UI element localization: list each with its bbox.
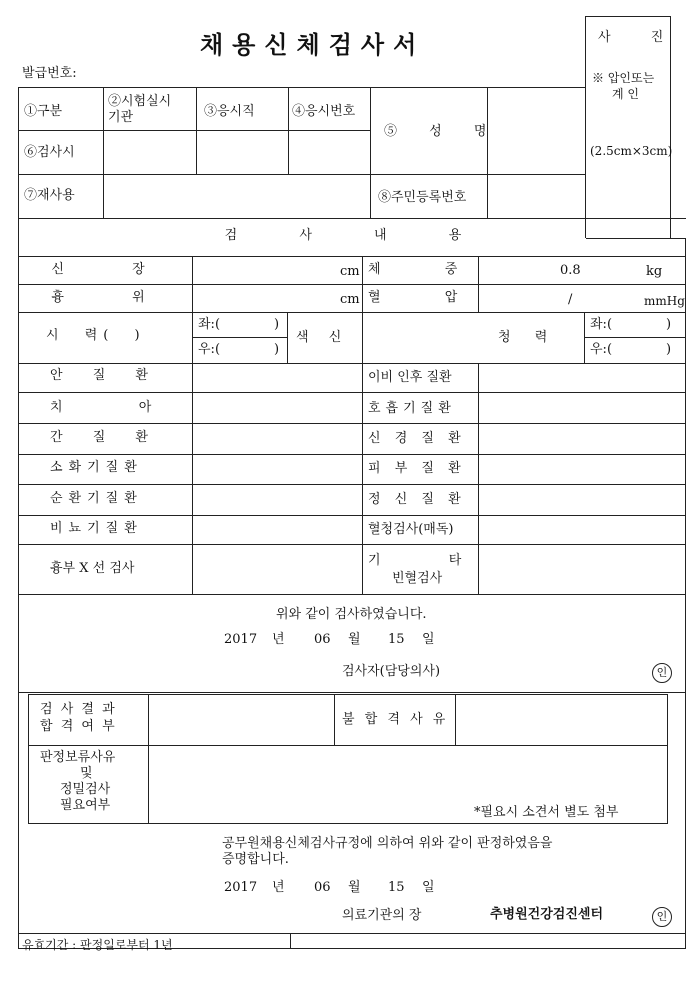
photo-size: (2.5cm×3cm) xyxy=(590,144,673,158)
field-exam-date: ⑥검사시 xyxy=(24,145,75,160)
hearing-left-close: ) xyxy=(666,317,672,332)
photo-note-line1: ※ 압인또는 xyxy=(592,71,655,85)
disease-respiratory: 호흡기질환 xyxy=(368,401,456,416)
date1-month-unit: 월 xyxy=(348,632,361,647)
vision-right-label: 우:( xyxy=(198,342,221,357)
field-position: ③응시직 xyxy=(204,104,255,119)
disease-nervous: 신 경 질 환 xyxy=(368,431,464,446)
field-name: ⑤ 성 명 xyxy=(384,124,487,139)
weight-unit: kg xyxy=(646,264,663,279)
chest-label: 흉 위 xyxy=(51,290,159,305)
date2-month-unit: 월 xyxy=(348,880,361,895)
judgment-line2: 증명합니다. xyxy=(222,852,289,867)
judgment-line1: 공무원채용신체검사규정에 의하여 위와 같이 판정하였음을 xyxy=(222,836,553,851)
field-institution-line2: 기관 xyxy=(108,110,134,125)
date2-month: 06 xyxy=(314,880,331,895)
serum-test: 혈청검사(매독) xyxy=(368,522,454,537)
pass-label-line1: 검 사 결 과 xyxy=(40,702,117,717)
disease-ent: 이비 인후 질환 xyxy=(368,370,452,385)
hearing-left-label: 좌:( xyxy=(590,317,613,332)
institution-name: 추병원건강검진센터 xyxy=(490,907,604,922)
field-category: ①구분 xyxy=(24,104,63,119)
height-unit: cm xyxy=(340,264,360,279)
attachment-note: *필요시 소견서 별도 첨부 xyxy=(474,805,619,820)
disease-skin: 피 부 질 환 xyxy=(368,461,464,476)
hearing-label: 청 력 xyxy=(498,330,548,345)
institution-seal: 인 xyxy=(652,907,672,927)
chest-unit: cm xyxy=(340,292,360,307)
date2-year: 2017 xyxy=(224,880,258,895)
disease-eye: 안 질 환 xyxy=(50,368,154,383)
anemia-test: 빈혈검사 xyxy=(392,571,443,586)
hearing-right-label: 우:( xyxy=(590,342,613,357)
weight-label: 체 중 xyxy=(368,262,458,277)
hearing-right-close: ) xyxy=(666,342,672,357)
bp-separator: / xyxy=(568,292,573,307)
vision-right-close: ) xyxy=(274,342,280,357)
chest-xray: 흉부 X 선 검사 xyxy=(50,561,135,576)
field-resident-number: ⑧주민등록번호 xyxy=(378,190,467,205)
disease-circulatory: 순환기질환 xyxy=(50,491,143,506)
date2-year-unit: 년 xyxy=(272,880,285,895)
field-exam-number: ④응시번호 xyxy=(292,104,356,119)
hold-label-line4: 필요여부 xyxy=(60,798,111,813)
date2-day: 15 xyxy=(388,880,405,895)
examiner-label: 검사자(담당의사) xyxy=(342,664,441,679)
fail-reason-label: 불 합 격 사 유 xyxy=(342,712,449,727)
photo-title: 사 진 xyxy=(598,30,682,45)
vision-label: 시 력( ) xyxy=(46,328,146,343)
pass-label-line2: 합 격 여 부 xyxy=(40,719,117,734)
disease-liver: 간 질 환 xyxy=(50,430,154,445)
color-vision-label: 색 신 xyxy=(296,330,342,345)
section-title: 검 사 내 용 xyxy=(224,228,476,243)
photo-note-line2: 계 인 xyxy=(612,87,639,101)
date1-day: 15 xyxy=(388,632,405,647)
examiner-seal: 인 xyxy=(652,663,672,683)
validity-period: 유효기간 : 판정일로부터 1년 xyxy=(22,938,173,952)
weight-value: 0.8 xyxy=(560,263,581,278)
bp-label: 혈 압 xyxy=(368,290,458,305)
hold-label-line3: 정밀검사 xyxy=(60,782,111,797)
other-label: 기 타 xyxy=(368,553,462,568)
disease-digestive: 소화기질환 xyxy=(50,460,143,475)
field-institution-line1: ②시험실시 xyxy=(108,94,172,109)
date1-year: 2017 xyxy=(224,632,258,647)
document-title: 채용신체검사서 xyxy=(200,30,426,59)
field-reexam: ⑦재사용 xyxy=(24,188,75,203)
date1-year-unit: 년 xyxy=(272,632,285,647)
hold-label-line2: 및 xyxy=(80,766,93,781)
height-label: 신 장 xyxy=(51,262,159,277)
institution-head-label: 의료기관의 장 xyxy=(342,908,422,923)
disease-mental: 정 신 질 환 xyxy=(368,492,464,507)
issue-number-label: 발급번호: xyxy=(22,66,77,81)
date2-day-unit: 일 xyxy=(422,880,435,895)
disease-urinary: 비뇨기질환 xyxy=(50,521,143,536)
disease-teeth: 치 아 xyxy=(50,400,158,415)
date1-month: 06 xyxy=(314,632,331,647)
vision-left-label: 좌:( xyxy=(198,317,221,332)
hold-label-line1: 판정보류사유 xyxy=(40,750,116,765)
date1-day-unit: 일 xyxy=(422,632,435,647)
bp-unit: mmHg xyxy=(644,294,685,308)
statement: 위와 같이 검사하였습니다. xyxy=(276,607,427,622)
vision-left-close: ) xyxy=(274,317,280,332)
